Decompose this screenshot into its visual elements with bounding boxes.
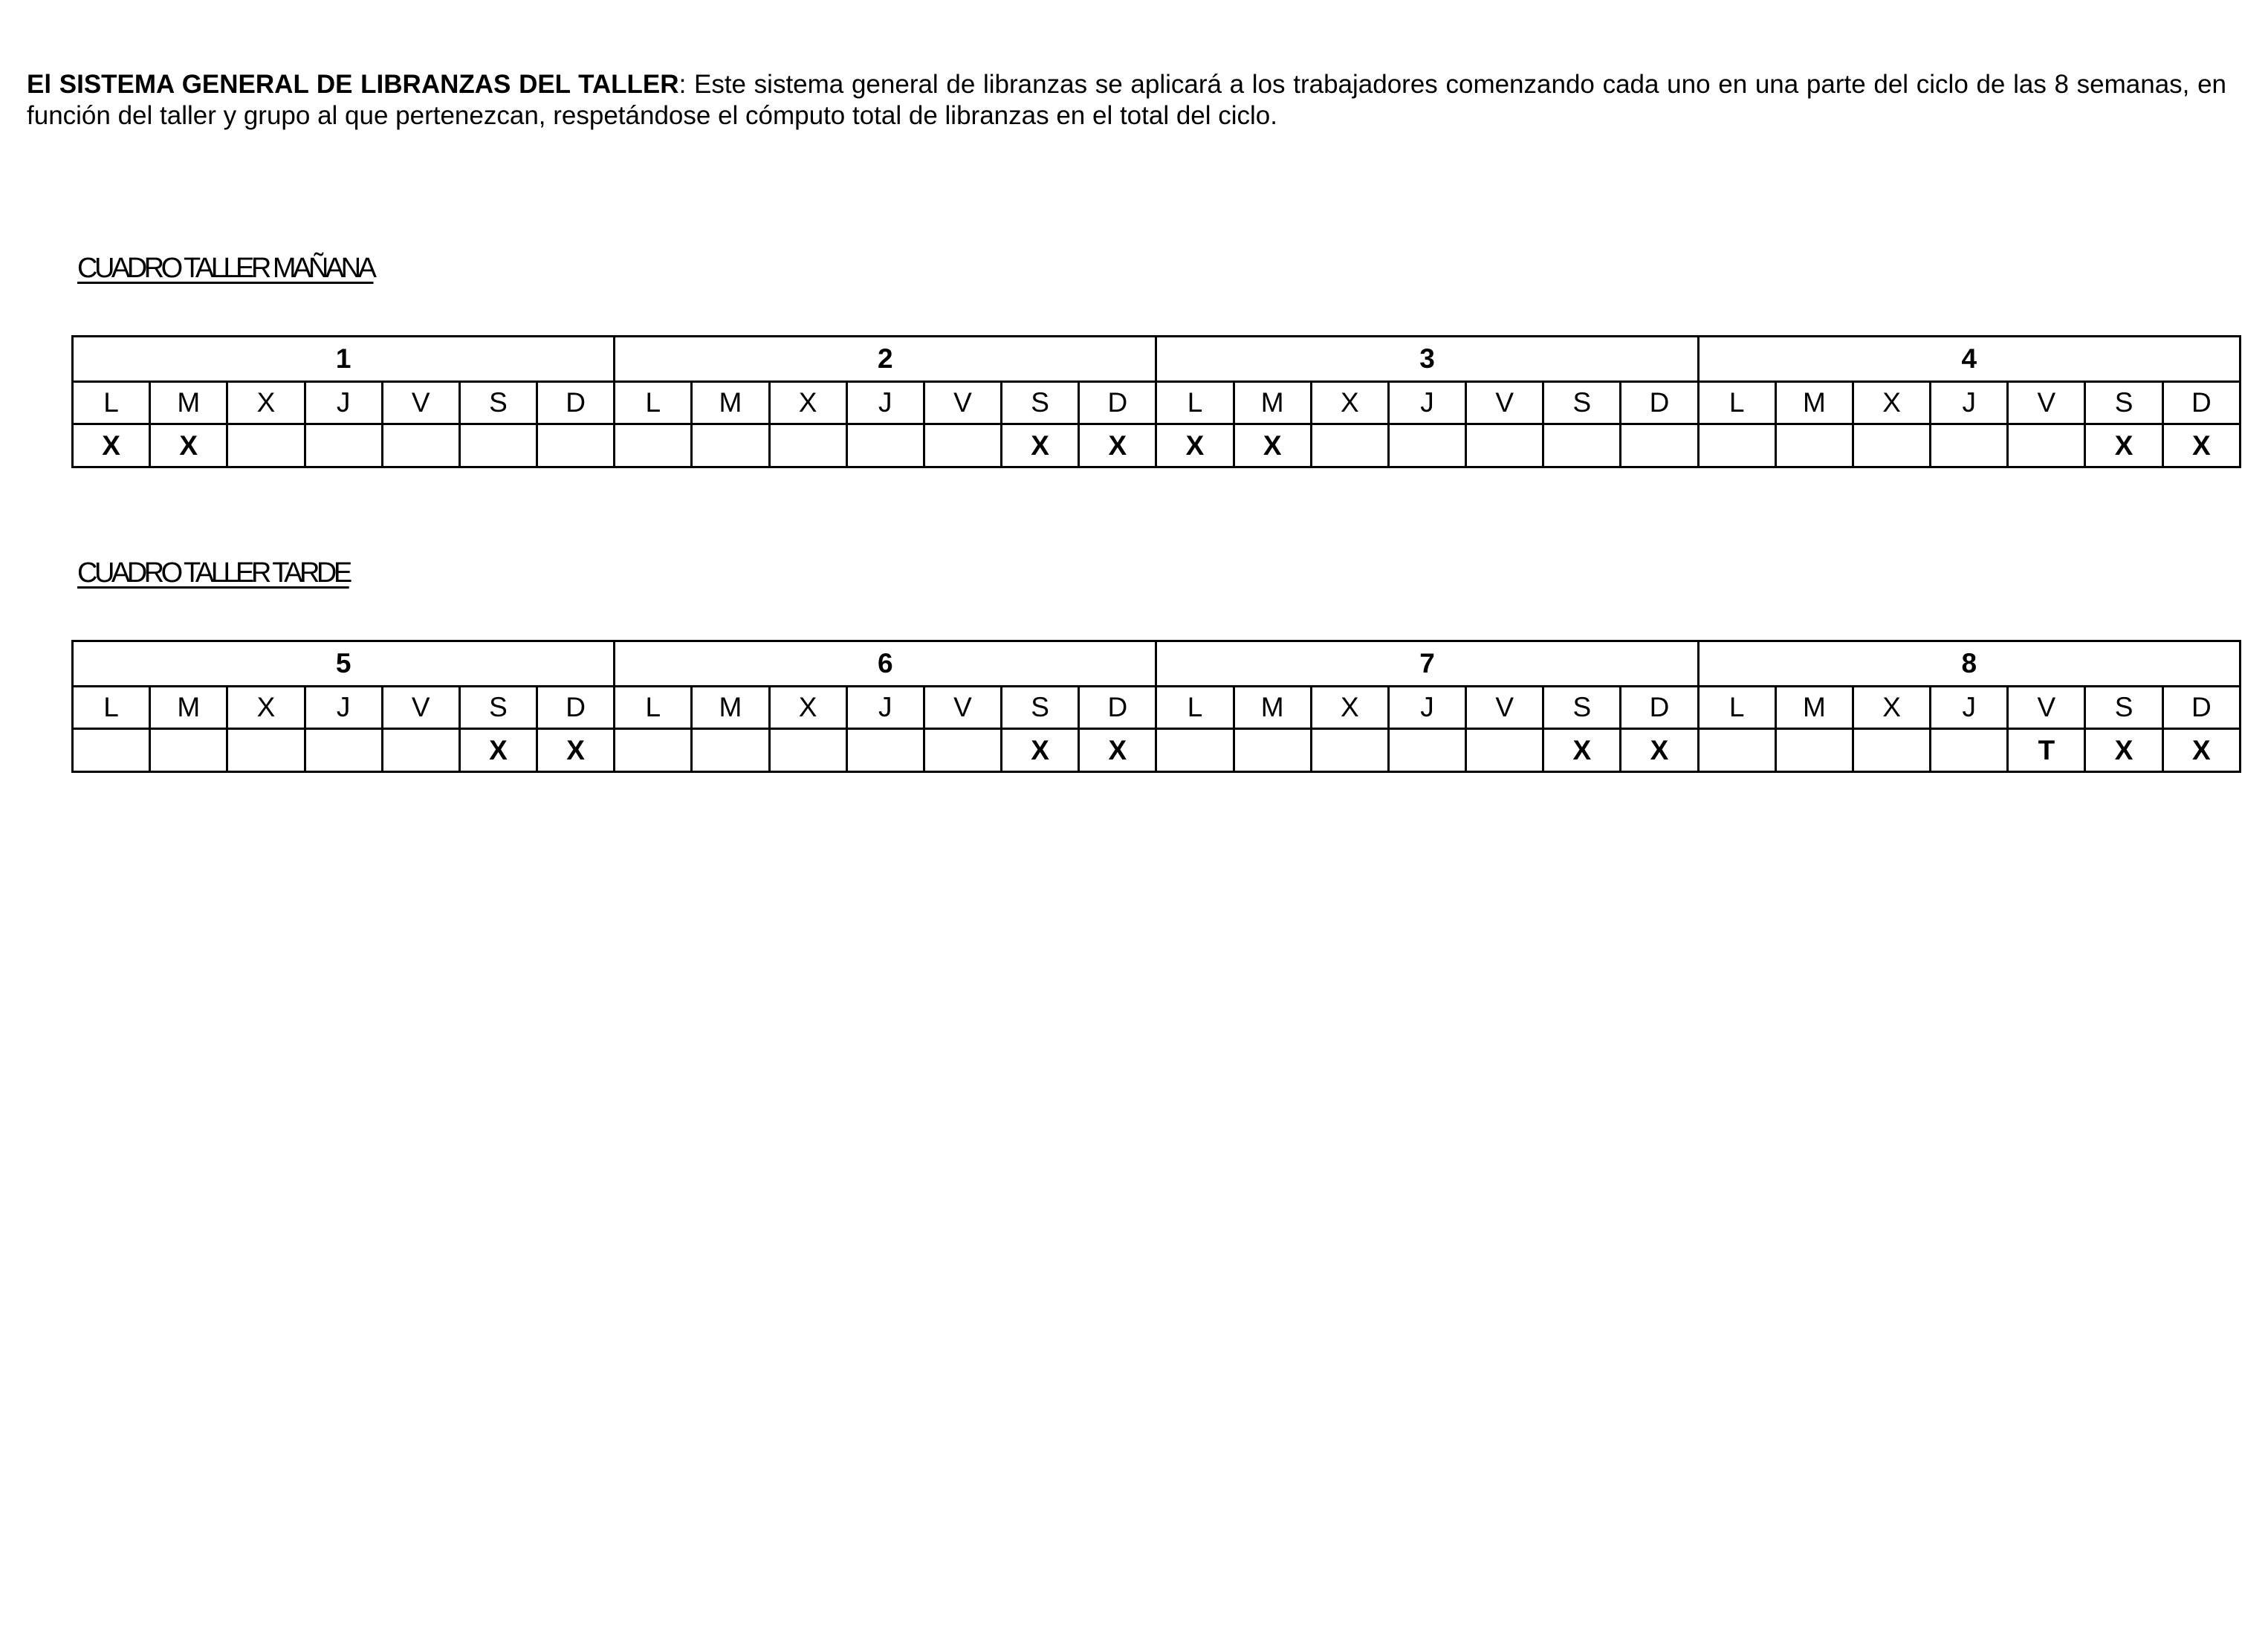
day-letter-cell: S bbox=[2085, 382, 2162, 424]
day-letter-cell: M bbox=[1234, 687, 1311, 729]
day-letter-cell: L bbox=[1156, 687, 1234, 729]
libranza-mark-cell bbox=[1388, 729, 1465, 772]
intro-paragraph bbox=[27, 69, 2226, 132]
libranza-mark-cell bbox=[924, 424, 1001, 467]
week-number-cell: 4 bbox=[1698, 337, 2240, 382]
libranza-mark-cell: X bbox=[1156, 424, 1234, 467]
libranza-mark-cell bbox=[846, 424, 924, 467]
libranza-mark-cell bbox=[1775, 729, 1853, 772]
day-letter-cell: V bbox=[924, 687, 1001, 729]
day-letter-cell: L bbox=[73, 382, 150, 424]
libranza-mark-cell bbox=[305, 729, 382, 772]
day-letter-cell: D bbox=[1621, 382, 1698, 424]
week-number-cell: 3 bbox=[1156, 337, 1698, 382]
libranza-mark-cell: X bbox=[537, 729, 615, 772]
day-letter-cell: X bbox=[769, 382, 846, 424]
day-letter-cell: D bbox=[1621, 687, 1698, 729]
day-letter-cell: J bbox=[305, 382, 382, 424]
libranza-mark-cell: X bbox=[1079, 424, 1156, 467]
libranza-mark-cell bbox=[382, 729, 459, 772]
day-letter-cell: V bbox=[1466, 687, 1543, 729]
day-letter-cell: D bbox=[537, 382, 615, 424]
day-letter-cell: S bbox=[459, 687, 537, 729]
day-letter-cell: J bbox=[846, 382, 924, 424]
day-letter-cell: M bbox=[692, 382, 769, 424]
week-number-cell: 7 bbox=[1156, 641, 1698, 687]
libranza-mark-cell: X bbox=[1079, 729, 1156, 772]
week-number-cell: 5 bbox=[73, 641, 615, 687]
schedule-table-tarde bbox=[71, 640, 2241, 773]
day-letter-cell: V bbox=[382, 687, 459, 729]
week-header-row bbox=[73, 337, 2241, 382]
day-letter-cell: V bbox=[2008, 687, 2085, 729]
libranza-mark-cell bbox=[227, 424, 305, 467]
libranza-mark-cell bbox=[769, 729, 846, 772]
day-letter-cell: V bbox=[924, 382, 1001, 424]
week-header-row bbox=[73, 641, 2241, 687]
day-letter-cell: X bbox=[769, 687, 846, 729]
libranza-mark-cell bbox=[1698, 424, 1775, 467]
libranza-mark-cell: X bbox=[2162, 424, 2240, 467]
libranza-mark-cell bbox=[1621, 424, 1698, 467]
libranza-mark-cell bbox=[305, 424, 382, 467]
libranza-mark-cell bbox=[227, 729, 305, 772]
day-letter-cell: M bbox=[1775, 382, 1853, 424]
day-letter-cell: S bbox=[2085, 687, 2162, 729]
libranza-mark-cell: X bbox=[1621, 729, 1698, 772]
libranza-mark-cell: X bbox=[2085, 424, 2162, 467]
libranza-mark-cell bbox=[1543, 424, 1621, 467]
day-letter-cell: X bbox=[227, 382, 305, 424]
section-title-tarde: CUADRO TALLER TARDE bbox=[77, 557, 349, 589]
libranza-mark-cell: X bbox=[1234, 424, 1311, 467]
libranza-mark-cell bbox=[615, 729, 692, 772]
day-letter-cell: D bbox=[2162, 382, 2240, 424]
section-title-manana: CUADRO TALLER MAÑANA bbox=[77, 253, 374, 284]
day-letter-cell: V bbox=[382, 382, 459, 424]
libranza-mark-cell bbox=[1931, 729, 2008, 772]
libranza-mark-cell bbox=[382, 424, 459, 467]
intro-lead: El SISTEMA GENERAL DE LIBRANZAS DEL TALLER bbox=[27, 70, 679, 99]
libranza-mark-cell: X bbox=[150, 424, 227, 467]
libranza-mark-cell bbox=[924, 729, 1001, 772]
libranza-mark-cell bbox=[615, 424, 692, 467]
libranza-mark-cell: X bbox=[2085, 729, 2162, 772]
day-letter-cell: X bbox=[1311, 382, 1388, 424]
day-letter-cell: S bbox=[1002, 687, 1079, 729]
libranza-mark-cell bbox=[1156, 729, 1234, 772]
day-letter-cell: V bbox=[1466, 382, 1543, 424]
libranza-mark-cell bbox=[692, 729, 769, 772]
intro-body: : Este sistema general de libranzas se aplicará a los trabajadores comenzando cada uno en una parte del ciclo de las 8 semanas, en función del taller y grupo al que pertenezcan, respetándose el cómputo total de libranzas en el total del ciclo. bbox=[27, 70, 2226, 130]
day-letter-cell: S bbox=[1002, 382, 1079, 424]
libranza-mark-cell bbox=[2008, 424, 2085, 467]
day-letter-cell: M bbox=[150, 687, 227, 729]
day-letter-cell: D bbox=[1079, 382, 1156, 424]
libranza-mark-cell bbox=[1853, 424, 1930, 467]
libranza-mark-cell bbox=[1853, 729, 1930, 772]
day-letter-cell: X bbox=[227, 687, 305, 729]
schedule-table-manana bbox=[71, 335, 2241, 468]
day-letter-cell: D bbox=[537, 687, 615, 729]
day-letter-cell: X bbox=[1853, 382, 1930, 424]
libranza-mark-cell: X bbox=[459, 729, 537, 772]
libranza-mark-cell bbox=[1466, 729, 1543, 772]
libranza-mark-cell bbox=[73, 729, 150, 772]
day-letter-cell: M bbox=[150, 382, 227, 424]
day-letter-cell: J bbox=[1931, 382, 2008, 424]
day-letter-cell: S bbox=[1543, 382, 1621, 424]
libranza-mark-cell bbox=[1311, 729, 1388, 772]
libranza-mark-cell: X bbox=[1002, 729, 1079, 772]
day-letter-cell: X bbox=[1853, 687, 1930, 729]
libranza-mark-cell bbox=[1931, 424, 2008, 467]
libranza-mark-cell: X bbox=[1543, 729, 1621, 772]
day-letter-cell: M bbox=[1775, 687, 1853, 729]
libranza-mark-cell bbox=[1388, 424, 1465, 467]
libranza-mark-cell: X bbox=[1002, 424, 1079, 467]
libranza-mark-cell bbox=[150, 729, 227, 772]
day-letter-cell: V bbox=[2008, 382, 2085, 424]
libranza-mark-cell bbox=[1698, 729, 1775, 772]
libranza-mark-cell bbox=[769, 424, 846, 467]
day-letter-cell: L bbox=[615, 687, 692, 729]
day-letter-cell: J bbox=[1388, 382, 1465, 424]
libranza-mark-cell: X bbox=[2162, 729, 2240, 772]
day-letter-cell: J bbox=[1388, 687, 1465, 729]
libranza-mark-cell bbox=[1466, 424, 1543, 467]
day-letter-cell: J bbox=[305, 687, 382, 729]
day-letter-cell: J bbox=[846, 687, 924, 729]
day-letter-cell: D bbox=[1079, 687, 1156, 729]
day-letter-cell: L bbox=[615, 382, 692, 424]
day-letter-cell: S bbox=[1543, 687, 1621, 729]
week-number-cell: 1 bbox=[73, 337, 615, 382]
day-letter-cell: J bbox=[1931, 687, 2008, 729]
libranza-mark-row bbox=[73, 424, 2241, 467]
libranza-mark-cell: T bbox=[2008, 729, 2085, 772]
day-header-row bbox=[73, 382, 2241, 424]
week-number-cell: 2 bbox=[615, 337, 1156, 382]
libranza-mark-cell bbox=[1311, 424, 1388, 467]
day-letter-cell: L bbox=[1698, 687, 1775, 729]
week-number-cell: 6 bbox=[615, 641, 1156, 687]
libranza-mark-cell bbox=[1234, 729, 1311, 772]
libranza-mark-cell bbox=[1775, 424, 1853, 467]
libranza-mark-cell bbox=[692, 424, 769, 467]
day-letter-cell: L bbox=[1698, 382, 1775, 424]
week-number-cell: 8 bbox=[1698, 641, 2240, 687]
day-letter-cell: X bbox=[1311, 687, 1388, 729]
libranza-mark-cell bbox=[537, 424, 615, 467]
libranza-mark-cell bbox=[459, 424, 537, 467]
libranza-mark-cell: X bbox=[73, 424, 150, 467]
day-letter-cell: D bbox=[2162, 687, 2240, 729]
day-letter-cell: L bbox=[73, 687, 150, 729]
libranza-mark-row bbox=[73, 729, 2241, 772]
day-letter-cell: M bbox=[692, 687, 769, 729]
libranza-mark-cell bbox=[846, 729, 924, 772]
day-letter-cell: L bbox=[1156, 382, 1234, 424]
day-letter-cell: S bbox=[459, 382, 537, 424]
day-header-row bbox=[73, 687, 2241, 729]
day-letter-cell: M bbox=[1234, 382, 1311, 424]
